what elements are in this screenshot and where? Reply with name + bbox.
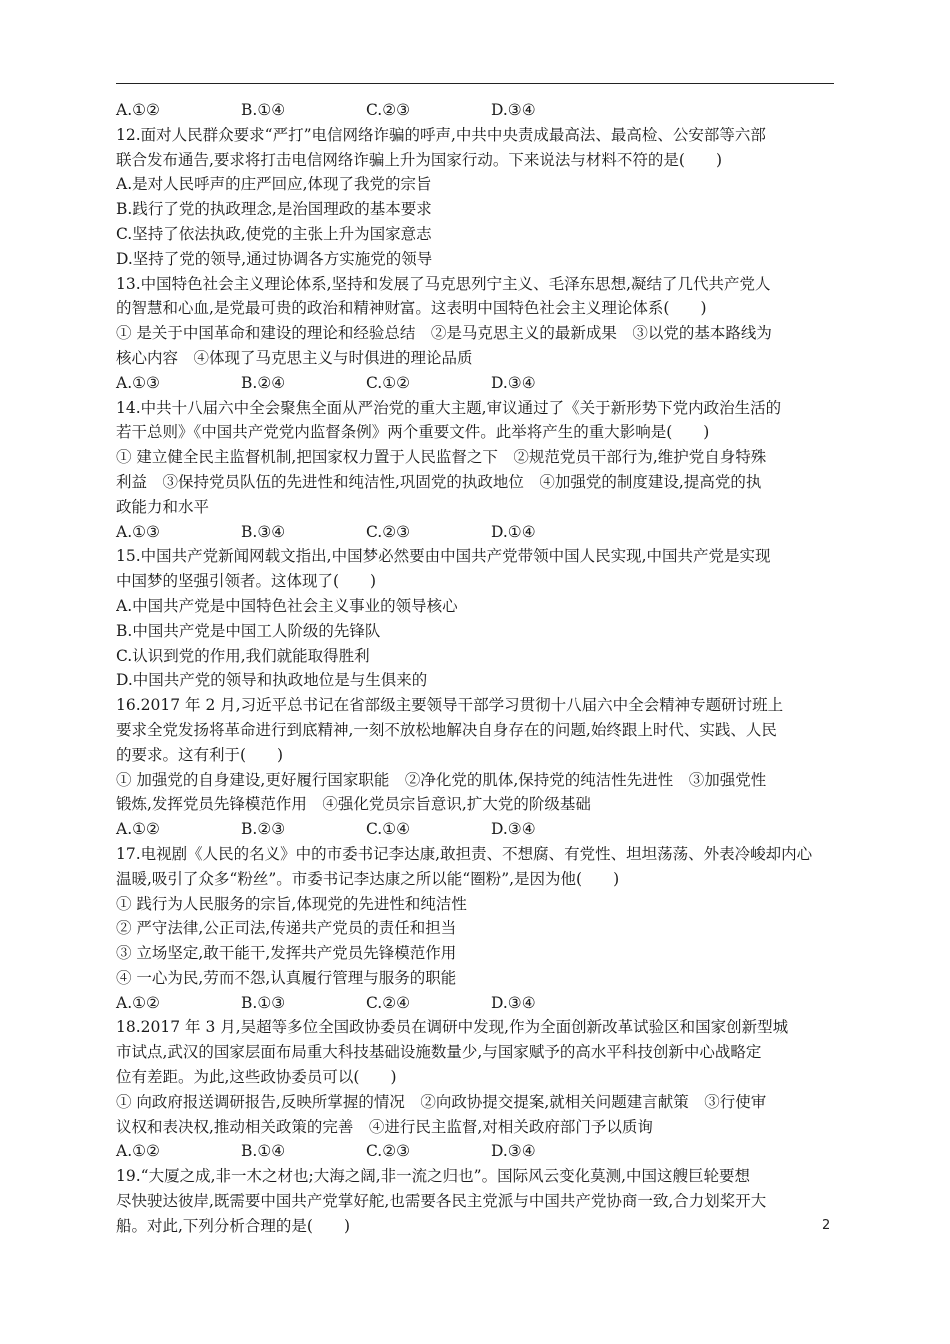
question-line: 15.中国共产党新闻网载文指出,中国梦必然要由中国共产党带领中国人民实现,中国共产党是实现 bbox=[116, 547, 771, 566]
question-line: C.坚持了依法执政,使党的主张上升为国家意志 bbox=[116, 224, 432, 243]
question-line: B.中国共产党是中国工人阶级的先锋队 bbox=[116, 621, 381, 640]
question-line: 政能力和水平 bbox=[116, 497, 210, 516]
question-line: 市试点,武汉的国家层面布局重大科技基础设施数量少,与国家赋予的高水平科技创新中心战略定 bbox=[116, 1043, 762, 1062]
option: B.①④ bbox=[241, 101, 286, 119]
answer-options bbox=[116, 1139, 836, 1164]
option: A.①② bbox=[116, 820, 160, 839]
question-line: ① 践行为人民服务的宗旨,体现党的先进性和纯洁性 bbox=[116, 894, 467, 913]
option: A.①② bbox=[116, 101, 160, 119]
question-content bbox=[116, 98, 836, 1239]
question-12 bbox=[116, 123, 836, 272]
question-line: 18.2017 年 3 月,吴超等多位全国政协委员在调研中发现,作为全面创新改革试验区和国家创新型城 bbox=[116, 1018, 789, 1037]
option: C.②③ bbox=[366, 101, 411, 119]
question-line: ① 是关于中国革命和建设的理论和经验总结 ②是马克思主义的最新成果 ③以党的基本路线为 bbox=[116, 324, 772, 343]
question-line: 的要求。这有利于( ) bbox=[116, 745, 284, 764]
question-19 bbox=[116, 1164, 836, 1238]
option: C.①② bbox=[366, 373, 411, 392]
answer-options bbox=[116, 817, 836, 842]
option: A.①③ bbox=[116, 522, 160, 541]
option: D.①④ bbox=[491, 522, 536, 541]
question-line: 14.中共十八届六中全会聚焦全面从严治党的重大主题,审议通过了《关于新形势下党内政治生活的 bbox=[116, 398, 782, 417]
question-line: 船。对此,下列分析合理的是( ) bbox=[116, 1216, 351, 1235]
answer-options bbox=[116, 371, 836, 396]
question-line: 19.“大厦之成,非一木之材也;大海之阔,非一流之归也”。国际风云变化莫测,中国这艘巨轮要想 bbox=[116, 1167, 751, 1186]
question-line: 16.2017 年 2 月,习近平总书记在省部级主要领导干部学习贯彻十八届六中全会精神专题研讨班上 bbox=[116, 696, 784, 715]
option: D.③④ bbox=[491, 101, 536, 119]
option: B.②④ bbox=[241, 373, 286, 392]
top-options bbox=[116, 98, 836, 123]
option: D.③④ bbox=[491, 373, 536, 392]
question-line: 要求全党发扬将革命进行到底精神,一刻不放松地解决自身存在的问题,始终跟上时代、实践、人民 bbox=[116, 720, 777, 739]
option: D.③④ bbox=[491, 820, 536, 839]
option: A.①② bbox=[116, 993, 160, 1012]
option: B.①④ bbox=[241, 1142, 286, 1161]
question-line: 温暖,吸引了众多“粉丝”。市委书记李达康之所以能“圈粉”,是因为他( ) bbox=[116, 869, 620, 888]
question-line: ① 加强党的自身建设,更好履行国家职能 ②净化党的肌体,保持党的纯洁性先进性 ③加强党性 bbox=[116, 770, 767, 789]
question-line: B.践行了党的执政理念,是治国理政的基本要求 bbox=[116, 200, 432, 219]
page-number: 2 bbox=[822, 1218, 831, 1233]
question-13 bbox=[116, 272, 836, 396]
question-line: ① 建立健全民主监督机制,把国家权力置于人民监督之下 ②规范党员干部行为,维护党自身特殊 bbox=[116, 448, 767, 467]
question-line: 尽快驶达彼岸,既需要中国共产党掌好舵,也需要各民主党派与中国共产党协商一致,合力划桨开大 bbox=[116, 1192, 767, 1211]
question-line: A.中国共产党是中国特色社会主义事业的领导核心 bbox=[116, 596, 458, 615]
option: B.①③ bbox=[241, 993, 286, 1012]
question-line: A.是对人民呼声的庄严回应,体现了我党的宗旨 bbox=[116, 175, 432, 194]
question-line: D.坚持了党的领导,通过协调各方实施党的领导 bbox=[116, 249, 433, 268]
question-line: ① 向政府报送调研报告,反映所掌握的情况 ②向政协提交提案,就相关问题建言献策 ③行使审 bbox=[116, 1092, 767, 1111]
question-list bbox=[116, 123, 836, 1239]
option: C.①④ bbox=[366, 820, 411, 839]
question-line: D.中国共产党的领导和执政地位是与生俱来的 bbox=[116, 671, 428, 690]
question-line: 联合发布通告,要求将打击电信网络诈骗上升为国家行动。下来说法与材料不符的是( ) bbox=[116, 150, 723, 169]
option: C.②③ bbox=[366, 1142, 411, 1161]
question-line: 若干总则》《中国共产党党内监督条例》两个重要文件。此举将产生的重大影响是( ) bbox=[116, 423, 710, 442]
question-16 bbox=[116, 693, 836, 842]
question-line: 核心内容 ④体现了马克思主义与时俱进的理论品质 bbox=[116, 348, 473, 367]
question-line: 利益 ③保持党员队伍的先进性和纯洁性,巩固党的执政地位 ④加强党的制度建设,提高党的执 bbox=[116, 472, 762, 491]
question-line: ② 严守法律,公正司法,传递共产党员的责任和担当 bbox=[116, 919, 457, 938]
option: D.③④ bbox=[491, 993, 536, 1012]
question-line: 13.中国特色社会主义理论体系,坚持和发展了马克思列宁主义、毛泽东思想,凝结了几代共产党人 bbox=[116, 274, 771, 293]
answer-options bbox=[116, 520, 836, 545]
question-line: 位有差距。为此,这些政协委员可以( ) bbox=[116, 1068, 397, 1087]
question-line: 的智慧和心血,是党最可贵的政治和精神财富。这表明中国特色社会主义理论体系( ) bbox=[116, 299, 707, 318]
option: C.②③ bbox=[366, 522, 411, 541]
option: C.②④ bbox=[366, 993, 411, 1012]
question-line: C.认识到党的作用,我们就能取得胜利 bbox=[116, 646, 370, 665]
question-line: 议权和表决权,推动相关政策的完善 ④进行民主监督,对相关政府部门予以质询 bbox=[116, 1117, 653, 1136]
question-18 bbox=[116, 1015, 836, 1164]
question-15 bbox=[116, 544, 836, 693]
question-line: 12.面对人民群众要求“严打”电信网络诈骗的呼声,中共中央责成最高法、最高检、公安部等六部 bbox=[116, 125, 766, 144]
question-line: 中国梦的坚强引领者。这体现了( ) bbox=[116, 572, 377, 591]
question-14 bbox=[116, 396, 836, 545]
question-line: ③ 立场坚定,敢干能干,发挥共产党员先锋模范作用 bbox=[116, 944, 457, 963]
question-line: 锻炼,发挥党员先锋模范作用 ④强化党员宗旨意识,扩大党的阶级基础 bbox=[116, 795, 591, 814]
option: A.①③ bbox=[116, 373, 160, 392]
question-17 bbox=[116, 842, 836, 1016]
question-line: ④ 一心为民,劳而不怨,认真履行管理与服务的职能 bbox=[116, 968, 457, 987]
option: A.①② bbox=[116, 1142, 160, 1161]
option: B.②③ bbox=[241, 820, 286, 839]
question-line: 17.电视剧《人民的名义》中的市委书记李达康,敢担责、不想腐、有党性、坦坦荡荡、外表冷峻却内心 bbox=[116, 844, 813, 863]
option: B.③④ bbox=[241, 522, 286, 541]
option: D.③④ bbox=[491, 1142, 536, 1161]
header-rule bbox=[116, 83, 834, 84]
answer-options bbox=[116, 991, 836, 1016]
